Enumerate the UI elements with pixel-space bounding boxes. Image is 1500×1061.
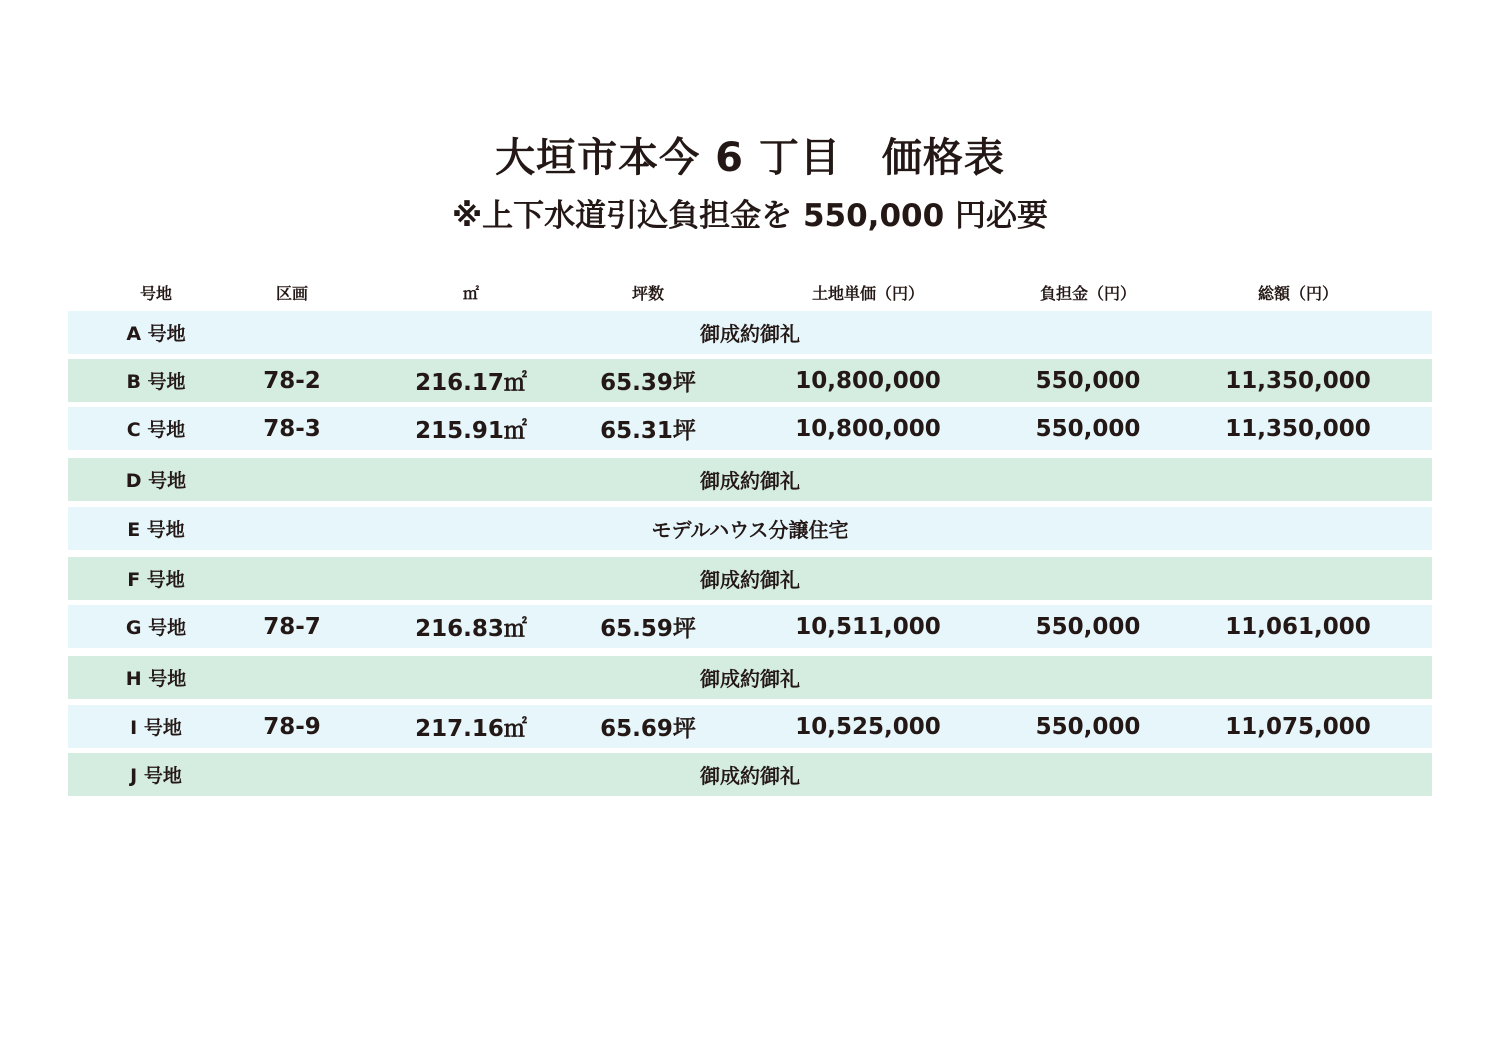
lot-label: D 号地 — [125, 470, 187, 492]
block-number: 78-3 — [263, 415, 321, 442]
land-price-value: 10,800,000 — [795, 367, 941, 394]
land-price-value: 10,511,000 — [795, 613, 941, 640]
table-row — [68, 359, 1432, 402]
fee-value: 550,000 — [1035, 613, 1141, 640]
block-number: 78-9 — [263, 713, 321, 740]
fee-value: 550,000 — [1035, 367, 1141, 394]
block-number: 78-7 — [263, 613, 321, 640]
area-value: 216.83㎡ — [415, 616, 527, 642]
lot-label: C 号地 — [126, 419, 186, 441]
lot-label: J 号地 — [130, 765, 182, 787]
header-lot: 号地 — [139, 283, 172, 303]
status-text: モデルハウス分譲住宅 — [651, 518, 849, 542]
status-text: 御成約御礼 — [700, 469, 800, 493]
lot-label: H 号地 — [125, 668, 187, 690]
fee-value: 550,000 — [1035, 415, 1141, 442]
total-value: 11,075,000 — [1225, 713, 1371, 740]
tsubo-value: 65.69坪 — [600, 716, 696, 742]
area-value: 217.16㎡ — [415, 716, 527, 742]
table-row — [68, 407, 1432, 450]
block-number: 78-2 — [263, 367, 321, 394]
area-value: 216.17㎡ — [415, 370, 527, 396]
lot-label: A 号地 — [126, 323, 186, 345]
area-value: 215.91㎡ — [415, 418, 527, 444]
table-row — [68, 656, 1432, 699]
land-price-value: 10,800,000 — [795, 415, 941, 442]
fee-value: 550,000 — [1035, 713, 1141, 740]
tsubo-value: 65.31坪 — [600, 418, 696, 444]
table-header — [68, 278, 1432, 306]
table-row — [68, 705, 1432, 748]
header-block: 区画 — [275, 283, 308, 303]
header-total: 総額（円） — [1257, 283, 1338, 303]
header-fee: 負担金（円） — [1039, 283, 1136, 303]
page-subtitle: ※上下水道引込負担金を 550,000 円必要 — [452, 198, 1048, 234]
header-tsubo: 坪数 — [631, 283, 664, 303]
total-value: 11,350,000 — [1225, 367, 1371, 394]
page-title: 大垣市本今 6 丁目 価格表 — [495, 135, 1005, 181]
tsubo-value: 65.39坪 — [600, 370, 696, 396]
tsubo-value: 65.59坪 — [600, 616, 696, 642]
header-land-price: 土地単価（円） — [811, 283, 924, 303]
lot-label: F 号地 — [127, 569, 185, 591]
header-area: ㎡ — [462, 283, 479, 303]
lot-label: E 号地 — [127, 519, 185, 541]
table-row — [68, 557, 1432, 600]
table-row — [68, 458, 1432, 501]
total-value: 11,061,000 — [1225, 613, 1371, 640]
total-value: 11,350,000 — [1225, 415, 1371, 442]
lot-label: B 号地 — [126, 371, 186, 393]
table-row — [68, 605, 1432, 648]
status-text: 御成約御礼 — [700, 322, 800, 346]
land-price-value: 10,525,000 — [795, 713, 941, 740]
table-row — [68, 753, 1432, 796]
table-row — [68, 311, 1432, 354]
status-text: 御成約御礼 — [700, 667, 800, 691]
table-row — [68, 507, 1432, 550]
status-text: 御成約御礼 — [700, 568, 800, 592]
lot-label: I 号地 — [130, 717, 182, 739]
lot-label: G 号地 — [125, 617, 187, 639]
status-text: 御成約御礼 — [700, 764, 800, 788]
